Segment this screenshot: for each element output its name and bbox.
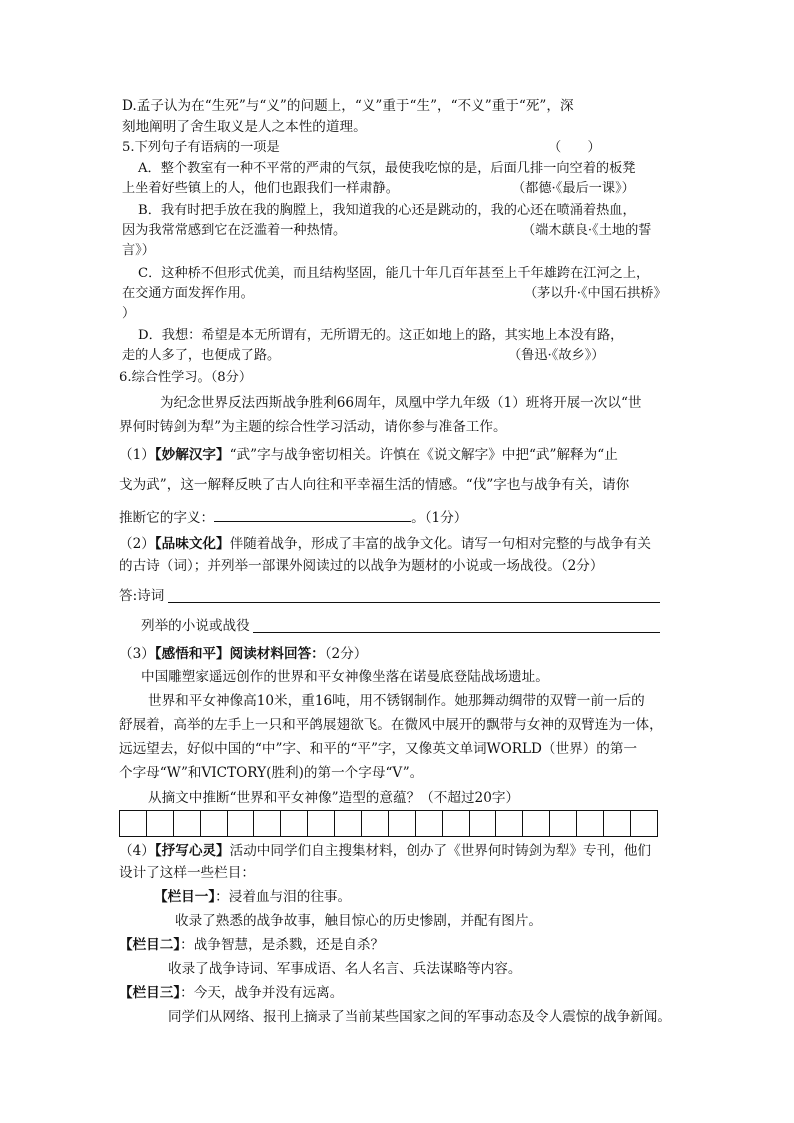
q6-part4-title: 【抒写心灵】 bbox=[154, 843, 230, 859]
answer-grid-cell[interactable] bbox=[281, 811, 308, 836]
answer-grid-cell[interactable] bbox=[496, 811, 523, 836]
q6-part3-title2: 阅读材料回答： bbox=[229, 646, 325, 662]
q5-option-c-line1: C．这种桥不但形式优美，而且结构坚固，能几十年几百年甚至上千年雄跨在江河之上， bbox=[138, 266, 650, 281]
column1-heading bbox=[154, 888, 351, 906]
q6-part3-question: 从摘文中推断“世界和平女神像”造型的意蕴？（不超过20字） bbox=[148, 790, 520, 806]
column2-heading bbox=[119, 936, 384, 954]
answer-grid-cell[interactable] bbox=[577, 811, 604, 836]
column2-title: ：战争智慧，是杀戮，还是自杀？ bbox=[180, 937, 385, 953]
q4-option-d-line1: D.孟子认为在“生死”与“义”的问题上，“义”重于“生”，“不义”重于“死”，深 bbox=[122, 98, 574, 114]
q6-part4-number: （4） bbox=[119, 843, 155, 859]
q6-part2-number: （2） bbox=[119, 536, 155, 552]
q6-part4-line2: 设计了这样一些栏目： bbox=[119, 865, 255, 881]
answer-grid-cell[interactable] bbox=[416, 811, 443, 836]
column2-tag: 【栏目二】 bbox=[119, 937, 181, 953]
q5-option-d-source: （鲁迅·《故乡》） bbox=[508, 348, 605, 363]
q6-part3-answer-grid[interactable] bbox=[119, 810, 658, 837]
q6-part2-poem-answer-line[interactable] bbox=[168, 602, 660, 603]
q6-part1-prompt: 推断它的字义： bbox=[119, 510, 215, 526]
answer-grid-cell[interactable] bbox=[389, 811, 416, 836]
q6-part2-answer-novel-label: 列举的小说或战役 bbox=[141, 618, 250, 634]
q6-part4-line1 bbox=[119, 842, 651, 860]
q5-option-b-line1: B．我有时把手放在我的胸膛上，我知道我的心还是跳动的，我的心还在喷涌着热血， bbox=[138, 203, 636, 218]
q6-part4-text1: 活动中同学们自主搜集材料，创办了《世界何时铸剑为犁》专刊，他们 bbox=[229, 843, 652, 859]
q6-part2-text1: 伴随着战争，形成了丰富的战争文化。请写一句相对完整的与战争有关 bbox=[229, 536, 652, 552]
q6-part1-title: 【妙解汉字】 bbox=[154, 447, 230, 463]
q6-part1-line3 bbox=[119, 507, 467, 527]
q6-part2-answer-poem-label: 答:诗词 bbox=[119, 588, 165, 604]
q6-part2-title: 【品味文化】 bbox=[154, 536, 230, 552]
answer-grid-cell[interactable] bbox=[147, 811, 174, 836]
answer-grid-cell[interactable] bbox=[550, 811, 577, 836]
q5-answer-paren: （ ） bbox=[548, 140, 601, 155]
q6-part1-text1: “武”字与战争密切相关。许慎在《说文解字》中把“武”解释为“止 bbox=[229, 447, 618, 463]
q6-part2-line1 bbox=[119, 535, 651, 553]
q5-option-c-line3: ） bbox=[122, 306, 136, 321]
q6-part3-score: （2分） bbox=[324, 646, 368, 662]
q6-intro-line2: 界何时铸剑为犁”为主题的综合性学习活动，请你参与准备工作。 bbox=[119, 419, 507, 435]
column3-tag: 【栏目三】 bbox=[119, 985, 181, 1001]
answer-grid-cell[interactable] bbox=[174, 811, 201, 836]
answer-grid-cell[interactable] bbox=[631, 811, 658, 836]
column3-heading bbox=[119, 984, 343, 1002]
answer-grid-cell[interactable] bbox=[443, 811, 470, 836]
column3-title: ：今天，战争并没有远离。 bbox=[180, 985, 344, 1001]
column2-description: 收录了战争诗词、军事成语、名人名言、兵法谋略等内容。 bbox=[168, 961, 522, 977]
q6-part3-number: （3） bbox=[119, 646, 155, 662]
q6-part3-material-line3: 舒展着，高举的左手上一只和平鸽展翅欲飞。在微风中展开的飘带与女神的双臂连为一体， bbox=[119, 717, 663, 733]
column3-description: 同学们从网络、报刊上摘录了当前某些国家之间的军事动态及令人震惊的战争新闻。 bbox=[168, 1009, 671, 1025]
answer-grid-cell[interactable] bbox=[362, 811, 389, 836]
answer-grid-cell[interactable] bbox=[470, 811, 497, 836]
answer-grid-cell[interactable] bbox=[201, 811, 228, 836]
answer-grid-cell[interactable] bbox=[228, 811, 255, 836]
q6-stem: 6.综合性学习。（8分） bbox=[119, 370, 253, 385]
q5-option-b-line3: 言》） bbox=[122, 243, 155, 258]
q5-option-d-line2: 走的人多了，也便成了路。 bbox=[122, 348, 281, 363]
q5-option-a-line1: A．整个教室有一种不平常的严肃的气氛，最使我吃惊的是，后面几排一向空着的板凳 bbox=[138, 161, 636, 176]
q5-stem: 5.下列句子有语病的一项是 bbox=[122, 140, 280, 155]
q6-part1-line1 bbox=[119, 446, 618, 464]
answer-grid-cell[interactable] bbox=[604, 811, 631, 836]
q6-part1-line2: 戈为武”，这一解释反映了古人向往和平幸福生活的情感。“伐”字也与战争有关，请你 bbox=[119, 477, 630, 493]
q5-option-c-source: （茅以升·《中国石拱桥》 bbox=[524, 286, 667, 301]
q5-option-c-line2: 在交通方面发挥作用。 bbox=[122, 286, 254, 301]
q6-part2-line2: 的古诗（词）；并列举一部课外阅读过的以战争为题材的小说或一场战役。（2分） bbox=[119, 558, 604, 574]
q6-part3-material-line2: 世界和平女神像高10米，重16吨，用不锈钢制作。她那舞动绸带的双臂一前一后的 bbox=[148, 693, 645, 709]
q6-part3-title: 【感悟和平】 bbox=[154, 646, 230, 662]
q6-part2-novel-answer-line[interactable] bbox=[253, 632, 660, 633]
q6-part3-material-line5: 个字母“W”和VICTORY(胜利)的第一个字母“V”。 bbox=[119, 765, 424, 781]
answer-grid-cell[interactable] bbox=[308, 811, 335, 836]
q6-part3-material-line1: 中国雕塑家遥远创作的世界和平女神像坐落在诺曼底登陆战场遗址。 bbox=[141, 669, 549, 685]
column1-title: ：浸着血与泪的往事。 bbox=[215, 889, 352, 905]
answer-grid-cell[interactable] bbox=[335, 811, 362, 836]
q5-option-d-line1: D．我想：希望是本无所谓有，无所谓无的。这正如地上的路，其实地上本没有路， bbox=[138, 328, 624, 343]
column1-description: 收录了熟悉的战争故事，触目惊心的历史惨剧，并配有图片。 bbox=[175, 913, 543, 929]
q6-intro-line1: 为纪念世界反法西斯战争胜利66周年，凤凰中学九年级（1）班将开展一次以“世 bbox=[160, 395, 642, 411]
q6-part1-number: （1） bbox=[119, 447, 155, 463]
q6-part1-answer-blank[interactable] bbox=[214, 507, 411, 522]
q5-option-b-line2: 因为我常常感到它在泛滥着一种热情。 bbox=[122, 223, 347, 238]
q5-option-b-source: （端木蕻良·《土地的誓 bbox=[522, 223, 652, 238]
q6-part1-score: 。（1分） bbox=[411, 510, 468, 526]
answer-grid-cell[interactable] bbox=[120, 811, 147, 836]
q4-option-d-line2: 刻地阐明了舍生取义是人之本性的道理。 bbox=[122, 119, 367, 135]
answer-grid-cell[interactable] bbox=[254, 811, 281, 836]
column1-tag: 【栏目一】 bbox=[154, 889, 216, 905]
q6-part3-line1 bbox=[119, 645, 367, 663]
q6-part3-material-line4: 远远望去，好似中国的“中”字、和平的“平”字，又像英文单词WORLD（世界）的第一 bbox=[119, 741, 638, 757]
q5-option-a-line2: 上坐着好些镇上的人，他们也跟我们一样肃静。 bbox=[122, 181, 399, 196]
q5-option-a-source: （都德·《最后一课》） bbox=[512, 181, 635, 196]
answer-grid-cell[interactable] bbox=[523, 811, 550, 836]
